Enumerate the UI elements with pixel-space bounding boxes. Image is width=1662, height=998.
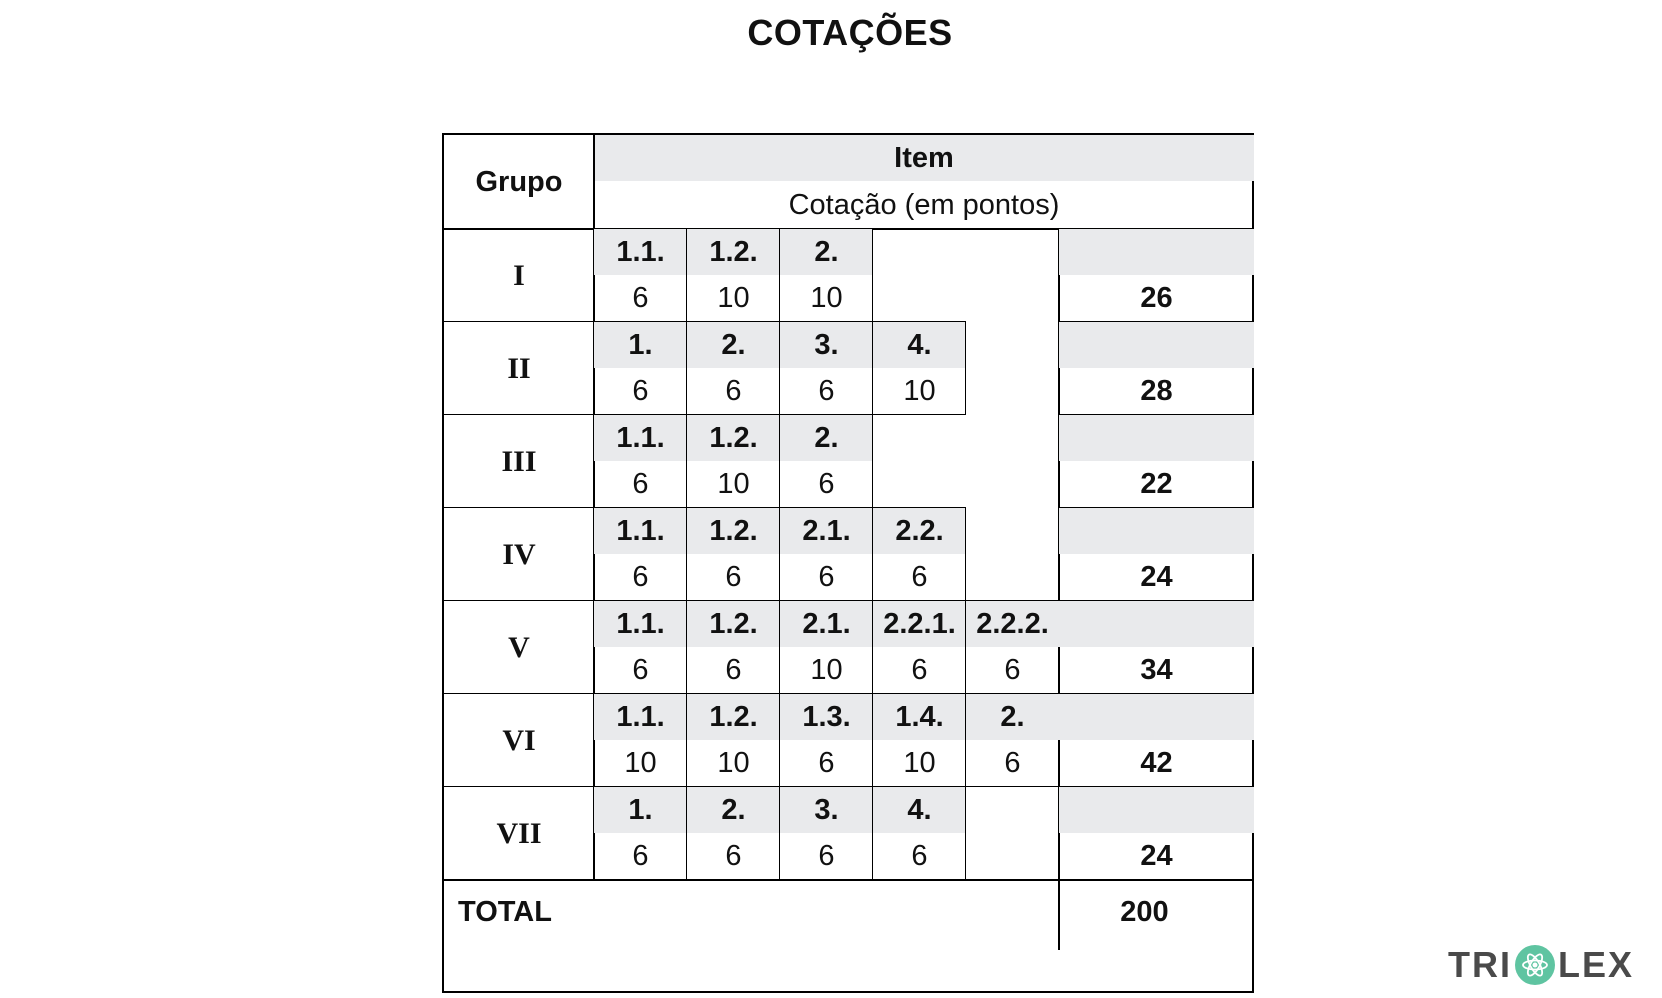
item-label: 1.1. <box>594 601 687 647</box>
item-label: 1.2. <box>687 601 780 647</box>
item-label: 1.1. <box>594 229 687 275</box>
item-label: 2. <box>780 415 873 461</box>
item-divider <box>779 601 780 694</box>
item-divider <box>965 694 966 787</box>
item-divider <box>872 322 873 415</box>
item-score: 6 <box>818 840 835 872</box>
item-score: 6 <box>1004 654 1021 686</box>
group-total-shade <box>1059 694 1254 740</box>
item-score: 10 <box>624 747 657 779</box>
item-label: 2. <box>966 694 1059 740</box>
group-name: II <box>507 351 531 385</box>
item-divider <box>779 415 780 508</box>
row-divider-total <box>1059 693 1254 694</box>
item-score: 6 <box>725 840 742 872</box>
item-label: 1.2. <box>687 694 780 740</box>
item-label: 2.1. <box>780 601 873 647</box>
item-divider <box>779 787 780 880</box>
item-score: 6 <box>1004 747 1021 779</box>
group-total: 26 <box>1140 282 1173 314</box>
group-total: 42 <box>1140 747 1173 779</box>
item-label: 2.2. <box>873 508 966 554</box>
group-total-shade <box>1059 787 1254 833</box>
group-name: VI <box>502 723 536 757</box>
item-label: 1. <box>594 322 687 368</box>
item-score: 10 <box>717 282 750 314</box>
item-score: 10 <box>903 375 936 407</box>
total-label: TOTAL <box>458 895 552 928</box>
group-total: 34 <box>1140 654 1173 686</box>
row-divider-total <box>1059 786 1254 787</box>
item-edge <box>872 415 873 508</box>
atom-icon <box>1515 945 1555 985</box>
item-divider <box>965 601 966 694</box>
item-label: 1.2. <box>687 415 780 461</box>
item-score: 6 <box>911 840 928 872</box>
item-label: 1.1. <box>594 415 687 461</box>
item-score: 6 <box>818 468 835 500</box>
logo-text-left: TRI <box>1448 944 1512 985</box>
item-score: 6 <box>818 375 835 407</box>
item-header: Item <box>594 135 1254 181</box>
group-total: 22 <box>1140 468 1173 500</box>
item-label: 1.1. <box>594 508 687 554</box>
item-edge <box>872 229 873 322</box>
item-label: 2. <box>687 787 780 833</box>
row-divider <box>444 414 966 415</box>
item-divider <box>872 601 873 694</box>
item-divider <box>686 787 687 880</box>
item-score: 6 <box>818 747 835 779</box>
item-score: 10 <box>810 282 843 314</box>
item-score: 10 <box>810 654 843 686</box>
cotacoes-table <box>442 133 1254 993</box>
item-divider <box>779 694 780 787</box>
row-divider-total <box>1059 414 1254 415</box>
item-score: 6 <box>725 375 742 407</box>
item-score: 10 <box>903 747 936 779</box>
item-label: 2.2.2. <box>966 601 1059 647</box>
group-name: III <box>501 444 537 478</box>
group-total: 28 <box>1140 375 1173 407</box>
group-name: I <box>513 258 525 292</box>
row-divider-total <box>1059 321 1254 322</box>
group-total-shade <box>1059 508 1254 554</box>
row-divider-total <box>1059 507 1254 508</box>
item-score: 6 <box>632 654 649 686</box>
item-label: 4. <box>873 787 966 833</box>
item-divider <box>779 508 780 601</box>
item-divider <box>872 694 873 787</box>
group-total-shade <box>1059 229 1254 275</box>
item-score: 6 <box>632 468 649 500</box>
item-edge <box>965 787 966 880</box>
total-value: 200 <box>1120 895 1169 928</box>
item-score: 6 <box>632 840 649 872</box>
item-edge <box>965 508 966 601</box>
item-score: 6 <box>911 654 928 686</box>
item-label: 2.2.1. <box>873 601 966 647</box>
item-label: 4. <box>873 322 966 368</box>
item-label: 1.4. <box>873 694 966 740</box>
item-divider <box>686 508 687 601</box>
group-name: VII <box>496 816 542 850</box>
cotacao-header: Cotação (em pontos) <box>788 188 1060 221</box>
item-edge <box>965 322 966 415</box>
item-divider <box>686 322 687 415</box>
item-label: 3. <box>780 787 873 833</box>
row-divider-total <box>1059 600 1254 601</box>
item-label: 1.2. <box>687 229 780 275</box>
logo-text-right: LEX <box>1558 944 1635 985</box>
item-label: 1.1. <box>594 694 687 740</box>
item-label: 2. <box>780 229 873 275</box>
row-divider <box>444 507 966 508</box>
item-label: 2.1. <box>780 508 873 554</box>
group-total: 24 <box>1140 561 1173 593</box>
item-score: 6 <box>725 561 742 593</box>
row-divider <box>444 321 966 322</box>
item-label: 1.3. <box>780 694 873 740</box>
item-divider <box>686 229 687 322</box>
group-total-shade <box>1059 601 1254 647</box>
item-score: 6 <box>725 654 742 686</box>
item-score: 6 <box>911 561 928 593</box>
row-divider <box>444 600 1059 601</box>
group-name: V <box>508 630 530 664</box>
item-divider <box>779 229 780 322</box>
item-divider <box>872 787 873 880</box>
item-score: 6 <box>632 282 649 314</box>
trilex-logo <box>1448 940 1634 990</box>
group-total-shade <box>1059 322 1254 368</box>
item-divider <box>686 415 687 508</box>
item-label: 2. <box>687 322 780 368</box>
row-divider <box>444 786 1059 787</box>
item-score: 6 <box>632 561 649 593</box>
item-label: 3. <box>780 322 873 368</box>
item-divider <box>686 694 687 787</box>
item-score: 6 <box>632 375 649 407</box>
item-label: 1.2. <box>687 508 780 554</box>
item-divider <box>872 508 873 601</box>
item-score: 10 <box>717 747 750 779</box>
page-title: COTAÇÕES <box>747 12 953 53</box>
item-divider <box>686 601 687 694</box>
item-label: 1. <box>594 787 687 833</box>
item-divider <box>779 322 780 415</box>
item-score: 10 <box>717 468 750 500</box>
grupo-header: Grupo <box>475 165 563 198</box>
group-total: 24 <box>1140 840 1173 872</box>
row-divider <box>444 693 1059 694</box>
group-total-shade <box>1059 415 1254 461</box>
group-name: IV <box>502 537 536 571</box>
item-score: 6 <box>818 561 835 593</box>
